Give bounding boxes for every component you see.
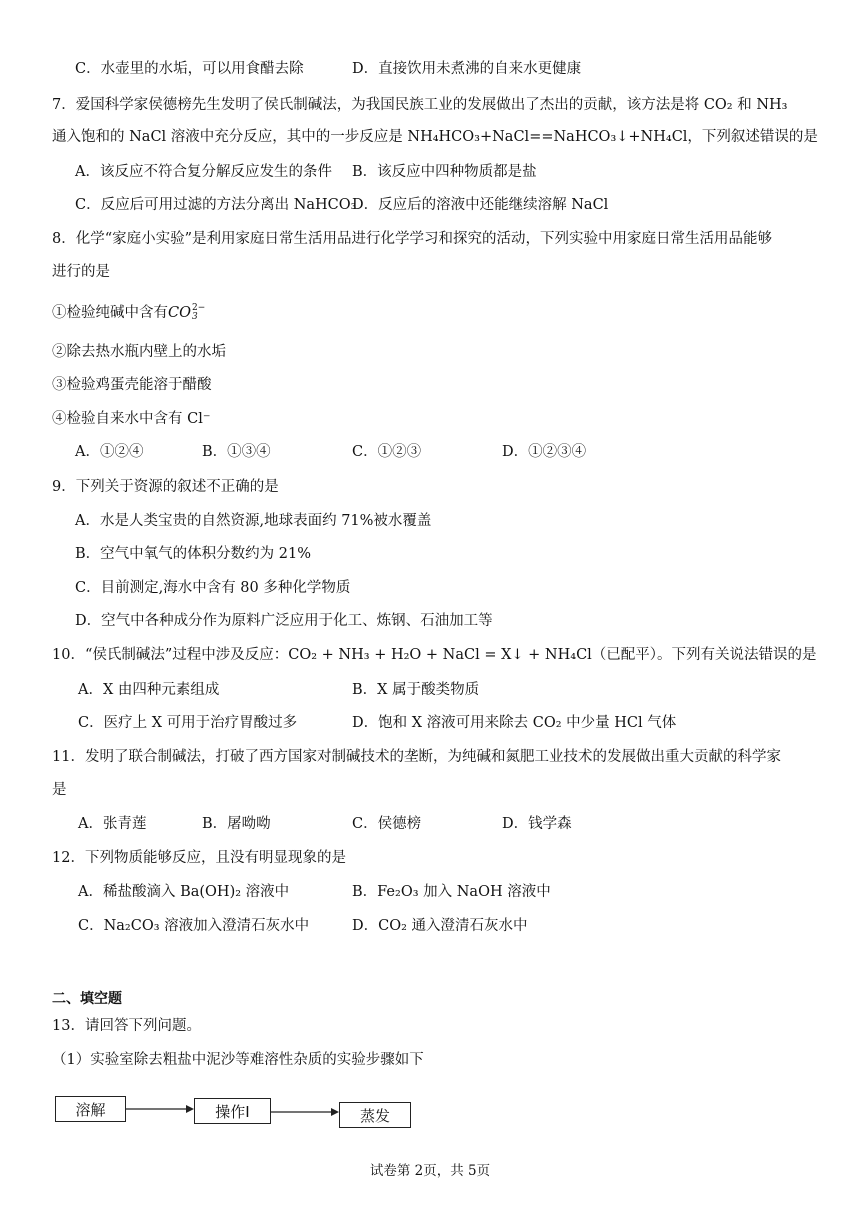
q8-option-a: A．①②④ — [75, 444, 144, 460]
q7-option-c: C．反应后可用过滤的方法分离出 NaHCO₃ — [75, 197, 357, 213]
q7-stem-line2: 通入饱和的 NaCl 溶液中充分反应，其中的一步反应是 NH₄HCO₃+NaCl==NaHCO₃↓+NH₄Cl，下列叙述错误的是 — [52, 129, 818, 145]
q7-option-d: D．反应后的溶液中还能继续溶解 NaCl — [352, 197, 609, 213]
q10-option-b: B．X 属于酸类物质 — [352, 682, 480, 698]
q9-option-d: D．空气中各种成分作为原料广泛应用于化工、炼钢、石油加工等 — [75, 613, 493, 629]
q8-item-4: ④检验自来水中含有 Cl⁻ — [52, 411, 211, 427]
q10-option-d: D．饱和 X 溶液可用来除去 CO₂ 中少量 HCl 气体 — [352, 715, 677, 731]
q11-stem-line1: 11．发明了联合制碱法，打破了西方国家对制碱技术的垄断，为纯碱和氮肥工业技术的发展做出重大贡献的科学家 — [52, 749, 781, 765]
q7-option-a: A．该反应不符合复分解反应发生的条件 — [75, 164, 332, 180]
q12-option-d: D．CO₂ 通入澄清石灰水中 — [352, 918, 528, 934]
q11-option-c: C．侯德榜 — [352, 816, 422, 832]
q8-stem-line2: 进行的是 — [52, 264, 110, 280]
q6-option-c: C．水壶里的水垢，可以用食醋去除 — [75, 61, 304, 77]
flow-arrow-1 — [126, 1103, 194, 1115]
q11-option-d: D．钱学森 — [502, 816, 572, 832]
q8-item-1-subscript: 3 — [191, 312, 198, 322]
q7-stem-line1: 7．爱国科学家侯德榜先生发明了侯氏制碱法，为我国民族工业的发展做出了杰出的贡献，该方法是将 CO₂ 和 NH₃ — [52, 97, 788, 113]
flow-step-operation: 操作Ⅰ — [194, 1098, 271, 1124]
q9-stem: 9．下列关于资源的叙述不正确的是 — [52, 479, 279, 495]
page-footer: 试卷第 2页，共 5页 — [369, 1163, 491, 1179]
q10-option-c: C．医疗上 X 可用于治疗胃酸过多 — [78, 715, 298, 731]
q13-stem: 13．请回答下列问题。 — [52, 1018, 201, 1034]
q6-option-d: D．直接饮用未煮沸的自来水更健康 — [352, 61, 582, 77]
q11-stem-line2: 是 — [52, 782, 67, 798]
flow-arrow-2 — [271, 1106, 339, 1118]
flow-step-dissolve: 溶解 — [55, 1096, 126, 1122]
flow-step-evaporate: 蒸发 — [339, 1102, 411, 1128]
q8-option-c: C．①②③ — [352, 444, 422, 460]
q8-option-d: D．①②③④ — [502, 444, 587, 460]
q8-item-1-text: ①检验纯碱中含有 — [52, 305, 168, 321]
q13-part1: （1）实验室除去粗盐中泥沙等难溶性杂质的实验步骤如下 — [52, 1052, 424, 1068]
q8-item-1-charge: 2− — [191, 303, 206, 313]
q9-option-a: A．水是人类宝贵的自然资源,地球表面约 71%被水覆盖 — [75, 513, 432, 529]
q11-option-a: A．张青莲 — [78, 816, 147, 832]
q8-stem-line1: 8．化学“家庭小实验”是利用家庭日常生活用品进行化学学习和探究的活动，下列实验中用家庭日常生活用品能够 — [52, 231, 773, 247]
q8-item-2: ②除去热水瓶内壁上的水垢 — [52, 344, 226, 360]
q12-option-b: B．Fe₂O₃ 加入 NaOH 溶液中 — [352, 884, 551, 900]
q9-option-b: B．空气中氧气的体积分数约为 21% — [75, 546, 311, 562]
section-title-fill-in: 二、填空题 — [52, 991, 122, 1007]
q10-stem: 10．“侯氏制碱法”过程中涉及反应：CO₂ + NH₃ + H₂O + NaCl = X↓ + NH₄Cl（已配平）。下列有关说法错误的是 — [52, 647, 817, 663]
q11-option-b: B．屠呦呦 — [202, 816, 271, 832]
q12-option-a: A．稀盐酸滴入 Ba(OH)₂ 溶液中 — [78, 884, 290, 900]
q9-option-c: C．目前测定,海水中含有 80 多种化学物质 — [75, 580, 351, 596]
q8-item-1-ion: CO — [168, 305, 191, 321]
q7-option-b: B．该反应中四种物质都是盐 — [352, 164, 537, 180]
q12-option-c: C．Na₂CO₃ 溶液加入澄清石灰水中 — [78, 918, 310, 934]
q8-item-3: ③检验鸡蛋壳能溶于醋酸 — [52, 377, 212, 393]
q12-stem: 12．下列物质能够反应，且没有明显现象的是 — [52, 850, 346, 866]
q8-option-b: B．①③④ — [202, 444, 271, 460]
q8-item-1 — [52, 303, 205, 323]
q10-option-a: A．X 由四种元素组成 — [78, 682, 220, 698]
